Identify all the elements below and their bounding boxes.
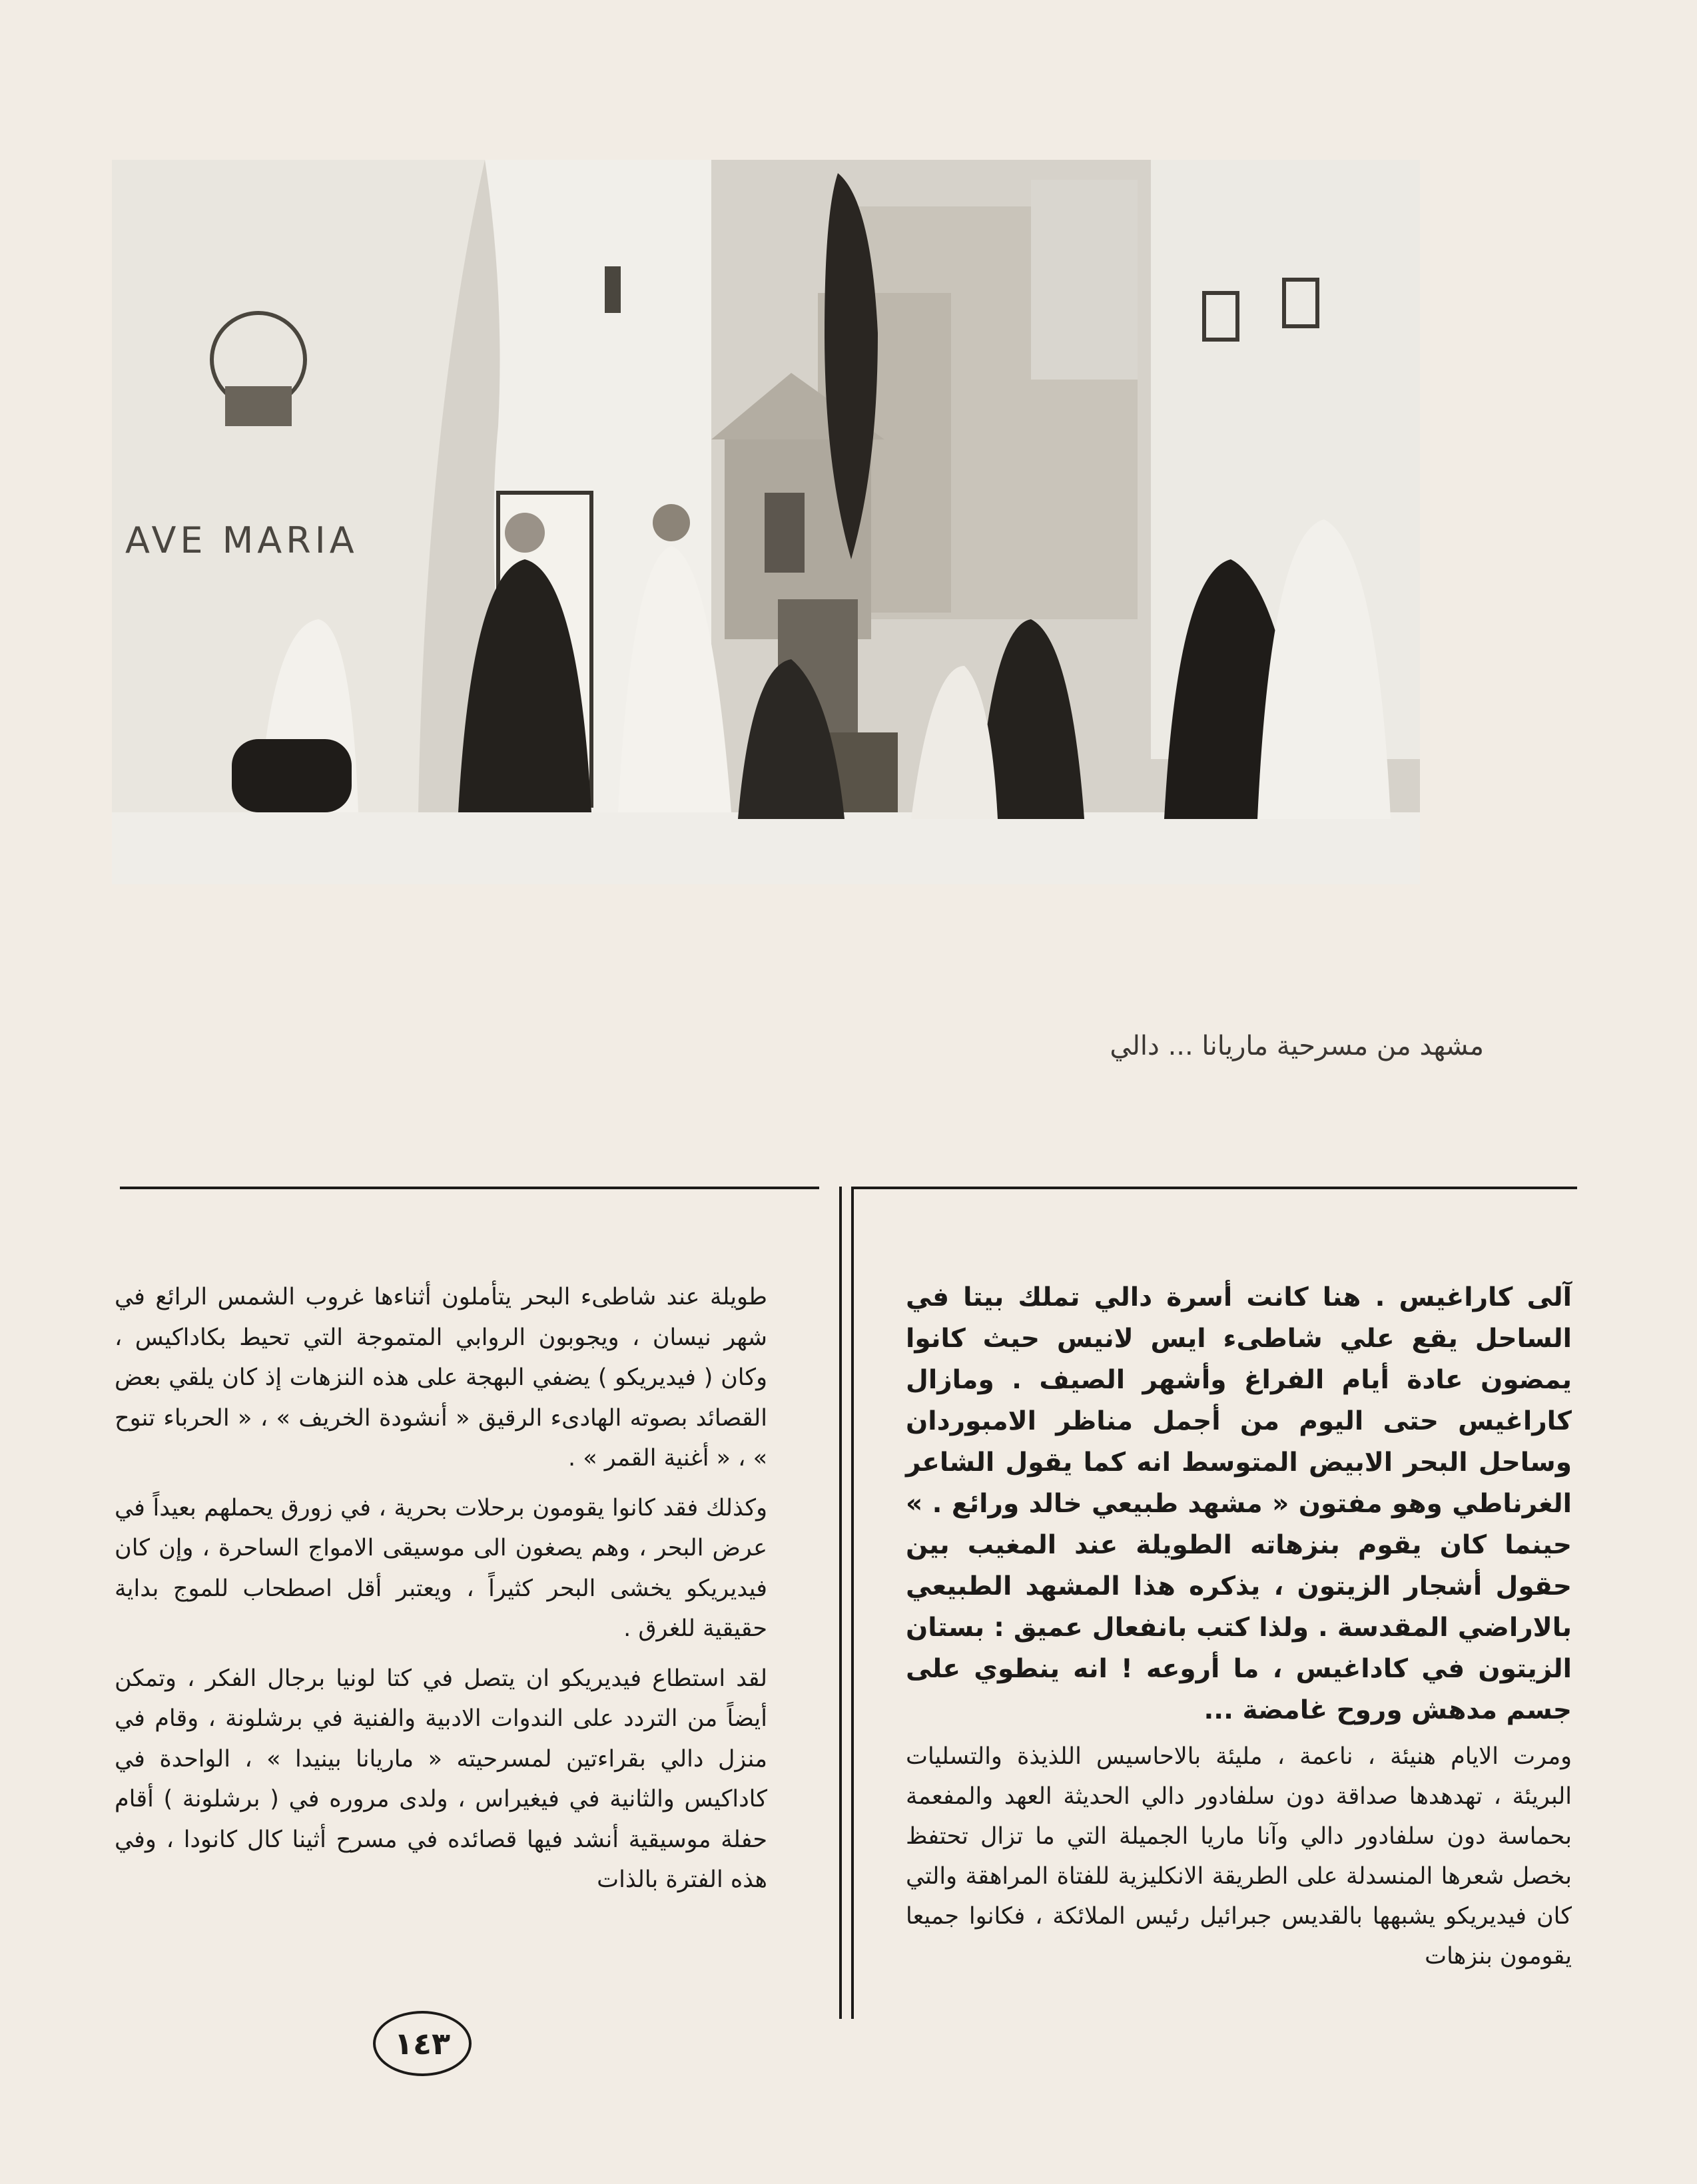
left-column-paragraph-1: طويلة عند شاطىء البحر يتأملون أثناءها غروب الشمس الرائع في شهر نيسان ، ويجوبون الروابي المتموجة التي تحيط بكاداكيس ، وكان ( فيديريكو ) يضفي البهجة على هذه النزهات إذ كان يلقي بعض القصائد بصوته الهادىء الرقيق « أنشودة الخريف » ، « الحرباء تنوح » ، « أغنية القمر » . [115,1284,767,1472]
photo-caption: مشهد من مسرحية ماريانا ... دالي [1110,1031,1484,1061]
right-column [906,1277,1572,1976]
column-divider-left [839,1187,842,2019]
column-divider-right [851,1187,854,2019]
right-column-top-rule [851,1187,1577,1189]
left-column-paragraph-2: وكذلك فقد كانوا يقومون برحلات بحرية ، في زورق يحملهم بعيداً في عرض البحر ، وهم يصغون الى موسيقى الامواج الساحرة ، وإن كان فيديريكو يخشى البحر كثيراً ، ويعتبر أقل اصطحاب للموج بداية حقيقية للغرق . [115,1494,767,1642]
stage-scene-photo [112,160,1420,884]
left-column-top-rule [120,1187,819,1189]
left-column-paragraph-3: لقد استطاع فيديريكو ان يتصل في كتا لونيا برجال الفكر ، وتمكن أيضاً من التردد على الندوات الادبية والفنية في برشلونة ، وقام في منزل دالي بقراءتين لمسرحيته « ماريانا بينيدا » ، الواحدة في كاداكيس والثانية في فيغيراس ، ولدى مروره في ( برشلونة ) أقام حفلة موسيقية أنشد فيها قصائده في مسرح أثينا كال كانودا ، وفي هذه الفترة بالذات [115,1665,767,1893]
right-column-bold-passage: آلى كاراغيس . هنا كانت أسرة دالي تملك بيتا في الساحل يقع علي شاطىء ايس لانيس حيث كانوا يمضون عادة أيام الفراغ وأشهر الصيف . ومازال كاراغيس حتى اليوم من أجمل مناظر الامبوردان وساحل البحر الابيض المتوسط انه كما يقول الشاعر الغرناطي وهو مفتون « مشهد طبيعي خالد ورائع . » حينما كان يقوم بنزهاته الطويلة عند المغيب بين حقول أشجار الزيتون ، يذكره هذا المشهد الطبيعي بالاراضي المقدسة . ولذا كتب بانفعال عميق : بستان الزيتون في كاداغيس ، ما أروعه ! انه ينطوي على جسم مدهش وروح غامضة ... [906,1282,1572,1725]
ave-maria-wall-text: AVE MARIA [125,519,358,561]
right-column-paragraph: ومرت الايام هنيئة ، ناعمة ، مليئة بالاحاسيس اللذيذة والتسليات البريئة ، تهدهدها صداقة دون سلفادور دالي الحديثة العهد والمفعمة بحماسة دون سلفادور دالي وآنا ماريا الجميلة التي ما تزال تحتفظ بخصل شعرها المنسدلة على الطريقة الانكليزية للفتاة المراهقة والتي كان فيديريكو يشبهها بالقديس جبرائيل رئيس الملائكة ، فكانوا جميعا يقومون بنزهات [906,1743,1572,1970]
page-number: ١٤٣ [373,2011,472,2076]
left-column [115,1277,767,1900]
